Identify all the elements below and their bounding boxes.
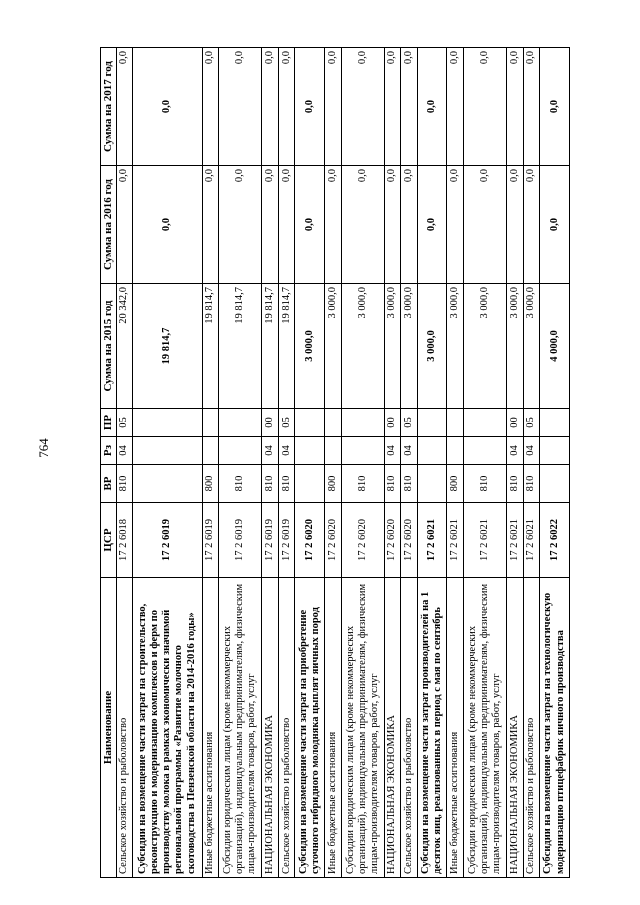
name-cell: Субсидии на возмещение части затрат производителей на 1 десяток яиц, реализованных в период с мая по сентябрь [417,578,447,878]
sum-2017-cell: 0,0 [384,48,401,166]
name-cell: Сельское хозяйство и рыболовство [401,578,418,878]
header-csr: ЦСР [101,503,117,578]
sum-2016-cell: 0,0 [278,166,295,284]
budget-table [100,47,570,878]
sum-2015-cell: 19 814,7 [219,284,262,409]
sum-2015-cell: 3 000,0 [447,284,464,409]
table-row [202,48,219,878]
vr-cell [417,465,447,503]
table-row [325,48,342,878]
pr-cell: 05 [523,409,540,437]
pr-cell [417,409,447,437]
header-pr: ПР [101,409,117,437]
csr-cell: 17 2 6020 [401,503,418,578]
sum-2016-cell: 0,0 [447,166,464,284]
sum-2016-cell: 0,0 [262,166,279,284]
sum-2016-cell: 0,0 [295,166,325,284]
sum-2017-cell: 0,0 [417,48,447,166]
table-row [447,48,464,878]
vr-cell: 810 [464,465,507,503]
sum-2016-cell: 0,0 [507,166,524,284]
name-cell: Субсидии на возмещение части затрат на технологическую модернизацию птицефабрик яичного производства [540,578,570,878]
vr-cell: 810 [384,465,401,503]
rz-cell [295,437,325,465]
pr-cell: 00 [507,409,524,437]
csr-cell: 17 2 6019 [278,503,295,578]
rz-cell [133,437,203,465]
sum-2016-cell: 0,0 [116,166,133,284]
pr-cell [447,409,464,437]
header-row [101,48,117,878]
sum-2016-cell: 0,0 [417,166,447,284]
sum-2016-cell: 0,0 [325,166,342,284]
rz-cell: 04 [523,437,540,465]
rz-cell: 04 [116,437,133,465]
sum-2015-cell: 19 814,7 [202,284,219,409]
name-cell: Субсидии на возмещение части затрат на строительство, реконструкцию и модернизацию комплексов и ферм по производству молока в рамках экономически значимой региональной программы «Развитие молочного скотоводства в Пензенской области на 2014-2016 годы» [133,578,203,878]
rz-cell [202,437,219,465]
rz-cell: 04 [401,437,418,465]
csr-cell: 17 2 6020 [341,503,384,578]
sum-2015-cell: 4 000,0 [540,284,570,409]
vr-cell: 810 [278,465,295,503]
rz-cell [464,437,507,465]
name-cell: Сельское хозяйство и рыболовство [278,578,295,878]
sum-2017-cell: 0,0 [507,48,524,166]
csr-cell: 17 2 6021 [417,503,447,578]
header-sum-2016: Сумма на 2016 год [101,166,117,284]
sum-2017-cell: 0,0 [401,48,418,166]
budget-table-container [100,48,570,878]
vr-cell: 800 [325,465,342,503]
rz-cell: 04 [384,437,401,465]
sum-2017-cell: 0,0 [540,48,570,166]
vr-cell: 800 [447,465,464,503]
pr-cell [341,409,384,437]
pr-cell: 05 [278,409,295,437]
sum-2017-cell: 0,0 [202,48,219,166]
csr-cell: 17 2 6020 [295,503,325,578]
pr-cell: 05 [401,409,418,437]
table-row [401,48,418,878]
sum-2015-cell: 3 000,0 [325,284,342,409]
sum-2015-cell: 3 000,0 [417,284,447,409]
csr-cell: 17 2 6019 [202,503,219,578]
pr-cell [325,409,342,437]
sum-2017-cell: 0,0 [116,48,133,166]
sum-2017-cell: 0,0 [523,48,540,166]
table-row [417,48,447,878]
name-cell: Иные бюджетные ассигнования [202,578,219,878]
name-cell: НАЦИОНАЛЬНАЯ ЭКОНОМИКА [507,578,524,878]
vr-cell [295,465,325,503]
sum-2017-cell: 0,0 [325,48,342,166]
name-cell: Иные бюджетные ассигнования [325,578,342,878]
header-sum-2017: Сумма на 2017 год [101,48,117,166]
pr-cell [540,409,570,437]
sum-2015-cell: 20 342,0 [116,284,133,409]
sum-2016-cell: 0,0 [540,166,570,284]
name-cell: Иные бюджетные ассигнования [447,578,464,878]
rz-cell: 04 [507,437,524,465]
table-row [133,48,203,878]
table-row [262,48,279,878]
sum-2015-cell: 3 000,0 [523,284,540,409]
header-rz: Рз [101,437,117,465]
csr-cell: 17 2 6018 [116,503,133,578]
csr-cell: 17 2 6019 [219,503,262,578]
rz-cell [417,437,447,465]
rz-cell [219,437,262,465]
header-vr: ВР [101,465,117,503]
sum-2016-cell: 0,0 [219,166,262,284]
sum-2016-cell: 0,0 [341,166,384,284]
csr-cell: 17 2 6021 [523,503,540,578]
sum-2016-cell: 0,0 [202,166,219,284]
sum-2017-cell: 0,0 [219,48,262,166]
sum-2016-cell: 0,0 [133,166,203,284]
sum-2017-cell: 0,0 [262,48,279,166]
table-row [219,48,262,878]
sum-2015-cell: 19 814,7 [278,284,295,409]
rz-cell: 04 [262,437,279,465]
csr-cell: 17 2 6020 [325,503,342,578]
csr-cell: 17 2 6021 [464,503,507,578]
csr-cell: 17 2 6022 [540,503,570,578]
sum-2015-cell: 3 000,0 [507,284,524,409]
table-row [384,48,401,878]
pr-cell [295,409,325,437]
csr-cell: 17 2 6019 [133,503,203,578]
sum-2015-cell: 3 000,0 [295,284,325,409]
table-row [116,48,133,878]
pr-cell [133,409,203,437]
sum-2015-cell: 19 814,7 [262,284,279,409]
pr-cell: 05 [116,409,133,437]
vr-cell: 810 [262,465,279,503]
pr-cell [202,409,219,437]
sum-2017-cell: 0,0 [133,48,203,166]
name-cell: Субсидии юридическим лицам (кроме некоммерческих организаций), индивидуальным предпринимателям, физическим лицам-производителям товаров, работ, услуг [219,578,262,878]
vr-cell [540,465,570,503]
rz-cell [341,437,384,465]
sum-2017-cell: 0,0 [447,48,464,166]
rz-cell [447,437,464,465]
sum-2016-cell: 0,0 [523,166,540,284]
table-row [540,48,570,878]
csr-cell: 17 2 6019 [262,503,279,578]
vr-cell: 810 [116,465,133,503]
pr-cell: 00 [384,409,401,437]
sum-2016-cell: 0,0 [384,166,401,284]
pr-cell [464,409,507,437]
table-row [295,48,325,878]
rz-cell: 04 [278,437,295,465]
vr-cell: 810 [523,465,540,503]
name-cell: Сельское хозяйство и рыболовство [523,578,540,878]
rz-cell [325,437,342,465]
name-cell: Субсидии юридическим лицам (кроме некоммерческих организаций), индивидуальным предпринимателям, физическим лицам-производителям товаров, работ, услуг [464,578,507,878]
vr-cell: 810 [507,465,524,503]
sum-2016-cell: 0,0 [464,166,507,284]
sum-2015-cell: 3 000,0 [401,284,418,409]
name-cell: Субсидии юридическим лицам (кроме некоммерческих организаций), индивидуальным предпринимателям, физическим лицам-производителям товаров, работ, услуг [341,578,384,878]
pr-cell: 00 [262,409,279,437]
table-body [116,48,569,878]
name-cell: НАЦИОНАЛЬНАЯ ЭКОНОМИКА [262,578,279,878]
sum-2017-cell: 0,0 [341,48,384,166]
table-row [523,48,540,878]
rz-cell [540,437,570,465]
csr-cell: 17 2 6020 [384,503,401,578]
name-cell: Субсидии на возмещение части затрат на приобретение суточного гибридного молодняка цыплят яичных пород [295,578,325,878]
sum-2017-cell: 0,0 [295,48,325,166]
sum-2017-cell: 0,0 [278,48,295,166]
vr-cell: 810 [401,465,418,503]
name-cell: Сельское хозяйство и рыболовство [116,578,133,878]
page-number: 764 [36,438,51,458]
table-row [341,48,384,878]
sum-2015-cell: 3 000,0 [341,284,384,409]
vr-cell: 810 [219,465,262,503]
csr-cell: 17 2 6021 [447,503,464,578]
sum-2015-cell: 3 000,0 [384,284,401,409]
sum-2017-cell: 0,0 [464,48,507,166]
sum-2016-cell: 0,0 [401,166,418,284]
table-row [278,48,295,878]
table-row [464,48,507,878]
sum-2015-cell: 3 000,0 [464,284,507,409]
vr-cell: 810 [341,465,384,503]
name-cell: НАЦИОНАЛЬНАЯ ЭКОНОМИКА [384,578,401,878]
sum-2015-cell: 19 814,7 [133,284,203,409]
pr-cell [219,409,262,437]
csr-cell: 17 2 6021 [507,503,524,578]
header-name: Наименование [101,578,117,878]
vr-cell: 800 [202,465,219,503]
table-row [507,48,524,878]
vr-cell [133,465,203,503]
header-sum-2015: Сумма на 2015 год [101,284,117,409]
